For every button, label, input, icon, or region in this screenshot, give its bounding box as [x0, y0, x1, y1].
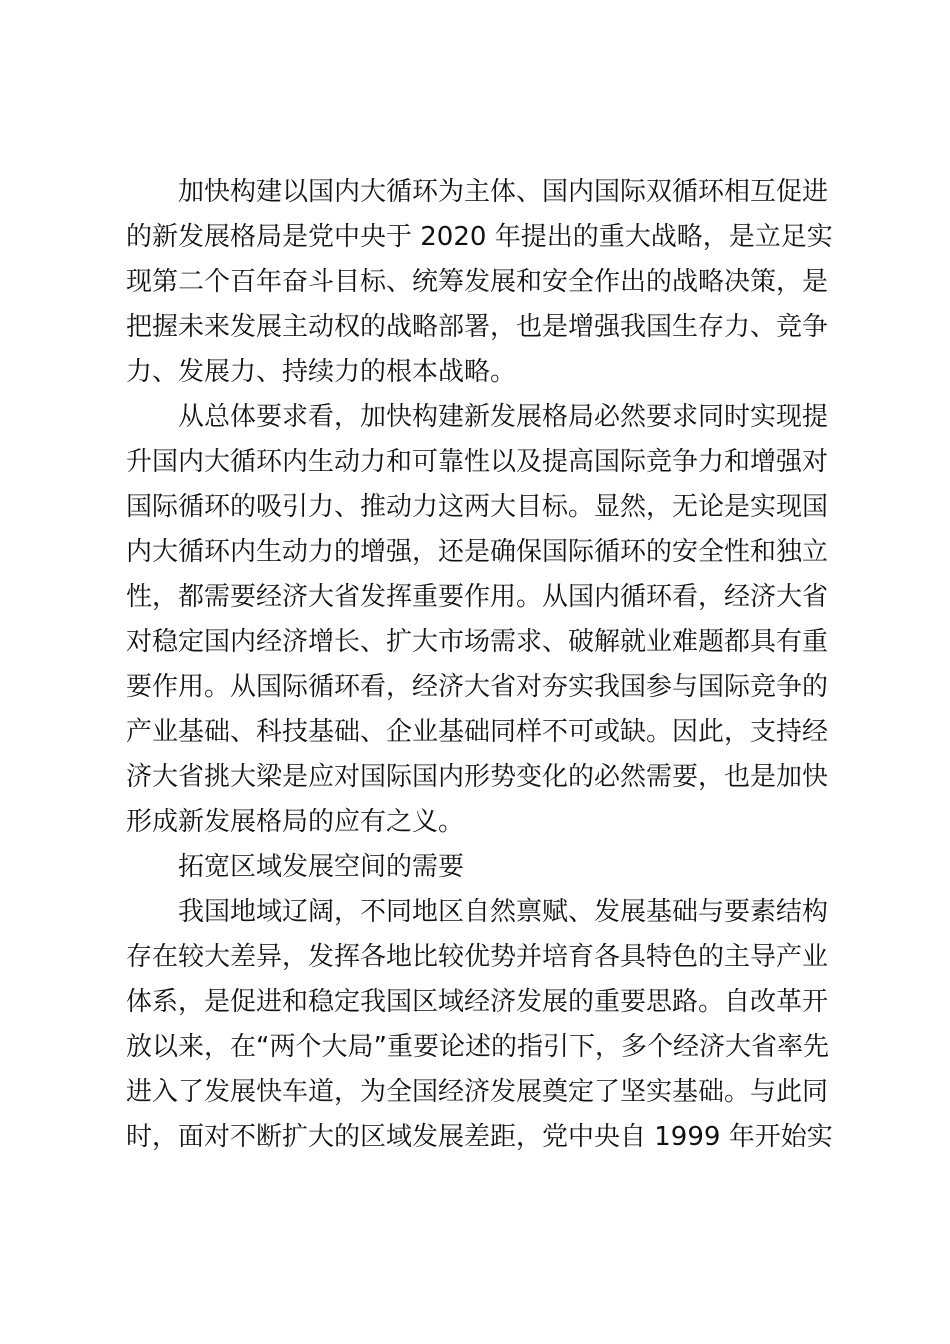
- text-line: 从总体要求看，加快构建新发展格局必然要求同时实现提: [178, 402, 829, 432]
- text-line: 升国内大循环内生动力和可靠性以及提高国际竞争力和增强对: [126, 447, 829, 477]
- text-line: 力、发展力、持续力的根本战略。: [126, 357, 517, 387]
- text-line: 对稳定国内经济增长、扩大市场需求、破解就业难题都具有重: [126, 627, 829, 657]
- text-line: 济大省挑大梁是应对国际国内形势变化的必然需要，也是加快: [126, 762, 829, 792]
- text-line: 存在较大差异，发挥各地比较优势并培育各具特色的主导产业: [126, 942, 829, 972]
- text-line: 性，都需要经济大省发挥重要作用。从国内循环看，经济大省: [126, 582, 829, 612]
- text-line: 要作用。从国际循环看，经济大省对夯实我国参与国际竞争的: [126, 672, 829, 702]
- text-line: 的新发展格局是党中央于 2020 年提出的重大战略，是立足实: [126, 222, 833, 252]
- text-line: 内大循环内生动力的增强，还是确保国际循环的安全性和独立: [126, 537, 829, 567]
- text-line: 产业基础、科技基础、企业基础同样不可或缺。因此，支持经: [126, 717, 829, 747]
- text-line: 形成新发展格局的应有之义。: [126, 807, 465, 837]
- text-line: 把握未来发展主动权的战略部署，也是增强我国生存力、竞争: [126, 312, 829, 342]
- section-heading: 拓宽区域发展空间的需要: [178, 852, 465, 882]
- text-line: 放以来，在“两个大局”重要论述的指引下，多个经济大省率先: [126, 1032, 829, 1062]
- text-line: 国际循环的吸引力、推动力这两大目标。显然，无论是实现国: [126, 492, 829, 522]
- text-line: 进入了发展快车道，为全国经济发展奠定了坚实基础。与此同: [126, 1077, 829, 1107]
- document-body: [126, 170, 833, 1160]
- text-line: 加快构建以国内大循环为主体、国内国际双循环相互促进: [178, 177, 829, 207]
- paragraph-regional-development: [126, 890, 833, 1160]
- paragraph-overall-requirements: [126, 395, 829, 845]
- paragraph-new-development-pattern: [126, 170, 833, 395]
- text-line: 体系，是促进和稳定我国区域经济发展的重要思路。自改革开: [126, 987, 829, 1017]
- text-line: 现第二个百年奋斗目标、统筹发展和安全作出的战略决策，是: [126, 267, 829, 297]
- text-line: 时，面对不断扩大的区域发展差距，党中央自 1999 年开始实: [126, 1122, 833, 1152]
- text-line: 我国地域辽阔，不同地区自然禀赋、发展基础与要素结构: [178, 897, 829, 927]
